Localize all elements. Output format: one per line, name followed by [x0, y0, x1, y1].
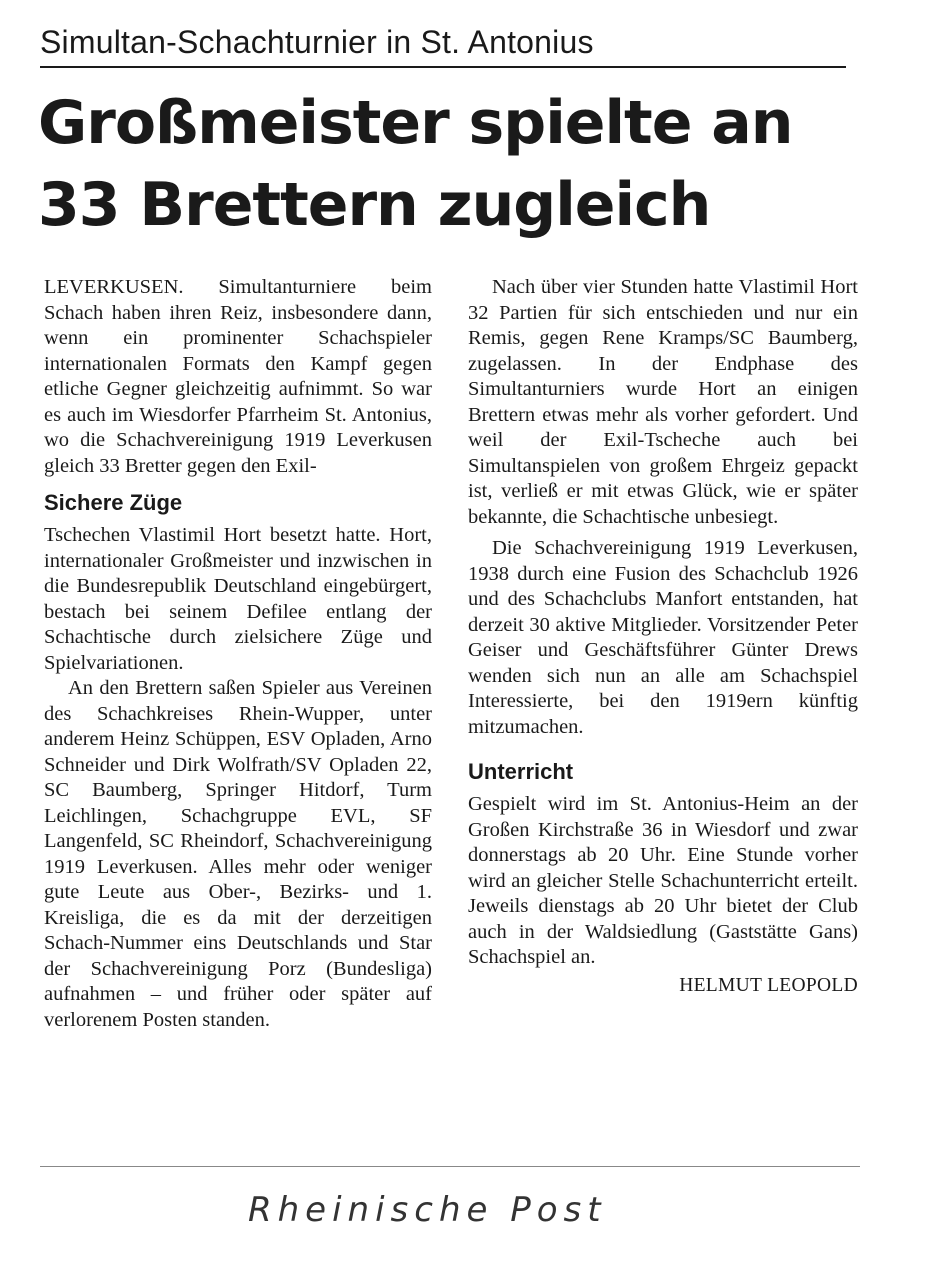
right-paragraph-1: Nach über vier Stunden hatte Vlastimil Hort 32 Partien für sich entschieden und nur ein Remis, gegen Rene Kramps/SC Baumberg, zugelassen. In der Endphase des Simultanturniers wurde Hort an einigen Brettern etwas mehr als vorher gefordert. Und weil der Exil-Tscheche auch bei Simultanspielen von großem Ehrgeiz gepackt ist, verließ er mit etwas Glück, wie er später bekannte, die Schachtische unbesiegt. — [468, 276, 858, 528]
right-paragraph-2: Die Schachvereinigung 1919 Leverkusen, 1938 durch eine Fusion des Schachclub 1926 und des Schachclubs Manfort entstanden, hat derzeit 30 aktive Mitglieder. Vorsitzender Peter Geiser und Geschäftsführer Günter Drews wenden sich nun an alle am Schachspiel Interessierte, bei den 1919ern künftig mitzumachen. — [468, 537, 858, 738]
left-paragraph-2: Tschechen Vlastimil Hort besetzt hatte. Hort, internationaler Großmeister und inzwischen in die Bundesrepublik Deutschland eingebürgert, bestach bei seinem Defilee entlang der Schachtische durch zielsichere Züge und Spielvariationen. — [44, 524, 432, 674]
headline-line-1: Großmeister spielte an — [38, 88, 793, 158]
left-column — [44, 275, 432, 1033]
article-kicker: Simultan-Schachturnier in St. Antonius — [40, 24, 594, 60]
right-column — [468, 275, 858, 998]
headline-line-2: 33 Brettern zugleich — [38, 170, 711, 240]
subhead-unterricht: Unterricht — [468, 759, 574, 784]
left-paragraph-3: An den Brettern saßen Spieler aus Vereinen des Schachkreises Rhein-Wupper, unter anderem Heinz Schüppen, ESV Opladen, Arno Schneider und Dirk Wolfrath/SV Opladen 22, SC Baumberg, Springer Hitdorf, Turm Leichlingen, Schachgruppe EVL, SF Langenfeld, SC Rheindorf, Schachvereinigung 1919 Leverkusen. Alles mehr oder weniger gute Leute aus Ober-, Bezirks- und 1. Kreisliga, die es da mit der derzeitigen Schach-Nummer eins Deutschlands und Star der Schachvereinigung Porz (Bundesliga) aufnahmen – und früher oder später auf verlorenem Posten standen. — [44, 677, 432, 1031]
kicker-underline — [40, 66, 846, 68]
article-headline — [38, 82, 858, 246]
subhead-sichere-zuege: Sichere Züge — [44, 490, 183, 515]
handwritten-source-note: Rheinische Post — [248, 1190, 607, 1230]
author-byline: HELMUT LEOPOLD — [679, 974, 858, 996]
clipping-bottom-edge — [40, 1166, 860, 1167]
left-paragraph-1: LEVERKUSEN. Simultanturniere beim Schach haben ihren Reiz, insbesondere dann, wenn ein prominenter Schachspieler internationalen Formats den Kampf gegen etliche Gegner gleichzeitig aufnimmt. So war es auch im Wiesdorfer Pfarrheim St. Antonius, wo die Schachvereinigung 1919 Leverkusen gleich 33 Bretter gegen den Exil- — [44, 276, 432, 477]
right-paragraph-3: Gespielt wird im St. Antonius-Heim an der Großen Kirchstraße 36 in Wiesdorf und zwar donnerstags ab 20 Uhr. Eine Stunde vorher wird an gleicher Stelle Schachunterricht erteilt. Jeweils dienstags ab 20 Uhr bietet der Club auch in der Waldsiedlung (Gaststätte Gans) Schachspiel an. — [468, 793, 858, 968]
